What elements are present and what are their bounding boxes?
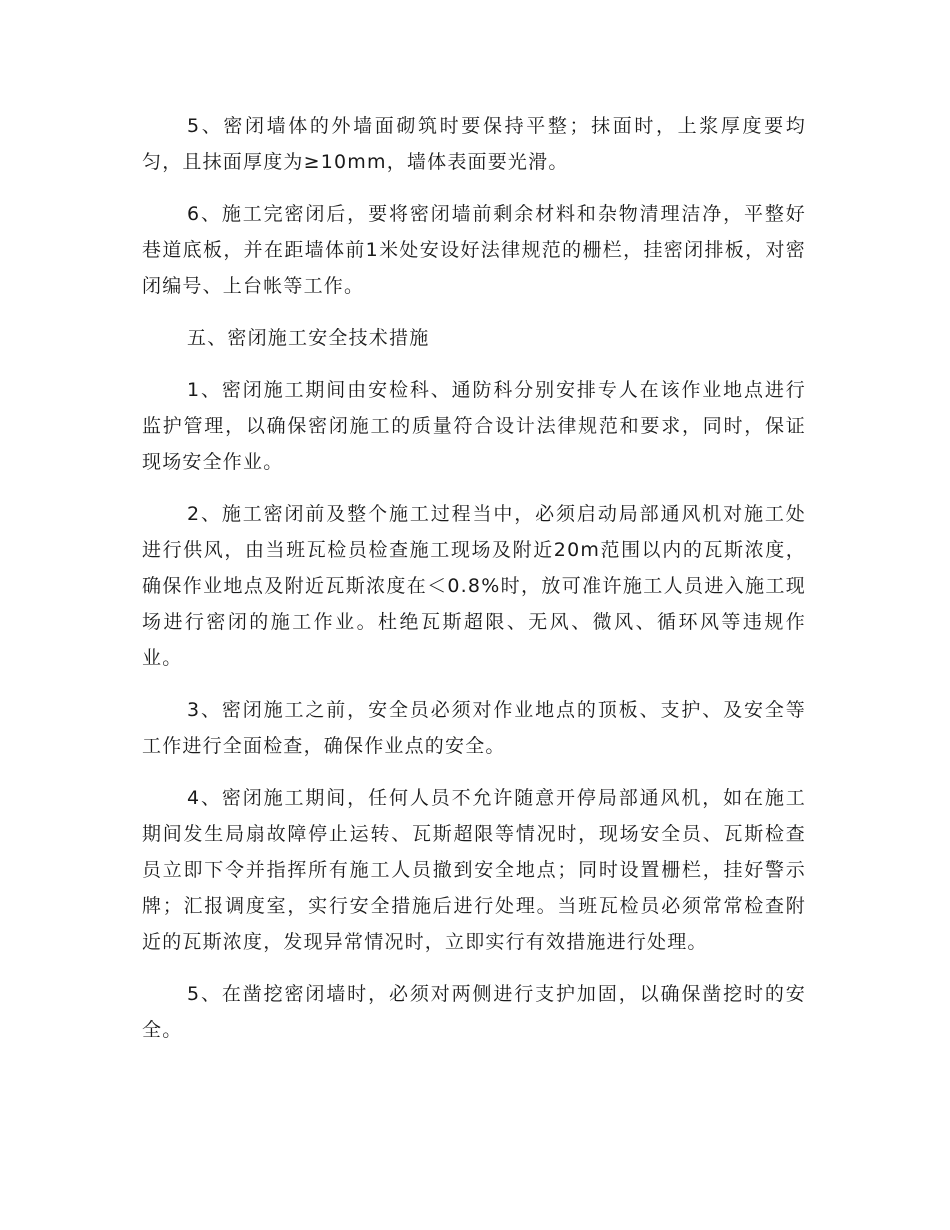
paragraph-fan-fault-handling: 4、密闭施工期间，任何人员不允许随意开停局部通风机，如在施工期间发生局扇故障停止运转、瓦斯超限等情况时，现场安全员、瓦斯检查员立即下令并指挥所有施工人员撤到安全地点；同时设置栅栏，挂好警示牌；汇报调度室，实行安全措施后进行处理。当班瓦检员必须常常检查附近的瓦斯浓度，发现异常情况时，立即实行有效措施进行处理。 <box>142 787 806 953</box>
document-body <box>142 108 806 1064</box>
paragraph-pre-inspection: 3、密闭施工之前，安全员必须对作业地点的顶板、支护、及安全等工作进行全面检查，确保作业点的安全。 <box>142 699 806 757</box>
paragraph-cleanup-fence: 6、施工完密闭后，要将密闭墙前剩余材料和杂物清理洁净，平整好巷道底板，并在距墙体前1米处安设好法律规范的栅栏，挂密闭排板，对密闭编号、上台帐等工作。 <box>142 203 806 297</box>
paragraph-excavation-support: 5、在凿挖密闭墙时，必须对两侧进行支护加固，以确保凿挖时的安全。 <box>142 983 806 1041</box>
section-heading-safety-measures: 五、密闭施工安全技术措施 <box>187 327 430 349</box>
paragraph-wall-plastering: 5、密闭墙体的外墙面砌筑时要保持平整；抹面时，上浆厚度要均匀，且抹面厚度为≥10mm，墙体表面要光滑。 <box>142 115 806 173</box>
paragraph-ventilation-gas: 2、施工密闭前及整个施工过程当中，必须启动局部通风机对施工处进行供风，由当班瓦检员检查施工现场及附近20m范围以内的瓦斯浓度，确保作业地点及附近瓦斯浓度在＜0.8%时，放可准许施工人员进入施工现场进行密闭的施工作业。杜绝瓦斯超限、无风、微风、循环风等违规作业。 <box>142 503 806 669</box>
paragraph-supervision: 1、密闭施工期间由安检科、通防科分别安排专人在该作业地点进行监护管理，以确保密闭施工的质量符合设计法律规范和要求，同时，保证现场安全作业。 <box>142 379 806 473</box>
